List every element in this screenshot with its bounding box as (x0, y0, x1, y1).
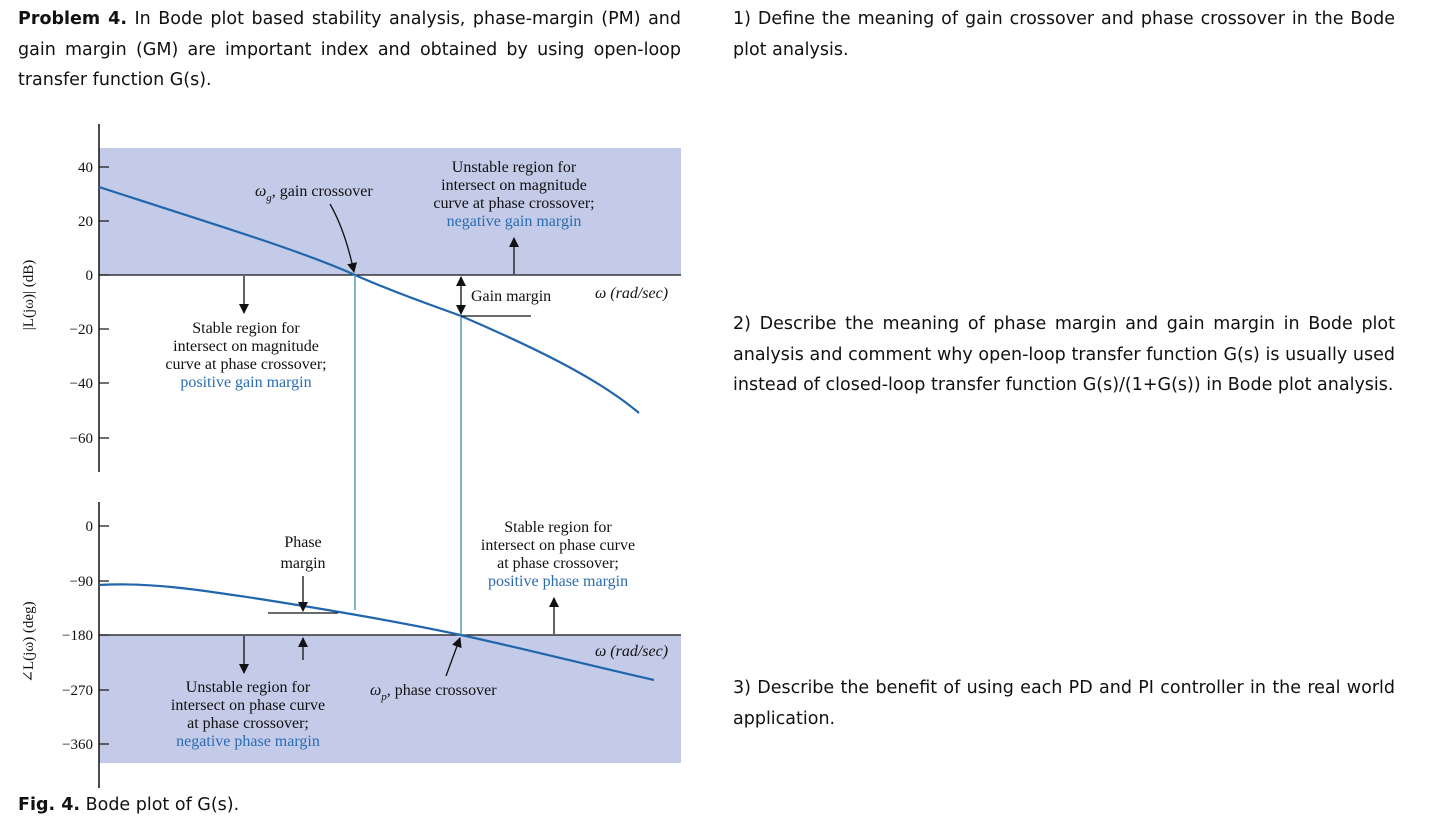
question-3: 3) Describe the benefit of using each PD and PI controller in the real world application. (733, 678, 1395, 729)
phase-margin-label (280, 534, 325, 572)
mag-axis-label: |L(jω)| (dB) (21, 259, 37, 331)
question-1: 1) Define the meaning of gain crossover and phase crossover in the Bode plot analysis. (733, 9, 1395, 60)
question-2: 2) Describe the meaning of phase margin and gain margin in Bode plot analysis and comment why open-loop transfer function G(s) is usually used instead of closed-loop transfer function G(s)/(1+G(s)) in Bode plot analysis. (733, 314, 1395, 395)
figure-caption (18, 792, 239, 818)
svg-text:negative phase margin: negative phase margin (176, 733, 320, 750)
phase-tick-neg360: −360 (62, 737, 93, 753)
problem-text: In Bode plot based stability analysis, phase-margin (PM) and gain margin (GM) are important index and obtained by using open-loop transfer function G(s). (18, 9, 682, 90)
phase-tick-neg180: −180 (62, 628, 93, 644)
bode-plot-figure (0, 110, 690, 790)
svg-text:intersect on magnitude: intersect on magnitude (173, 338, 319, 355)
svg-text:intersect on phase curve: intersect on phase curve (480, 537, 636, 554)
phase-tick-neg270: −270 (62, 683, 93, 699)
svg-text:negative gain margin: negative gain margin (446, 213, 582, 230)
gain-crossover-label: $\omega_g$, gain crossover (255, 183, 373, 204)
phase-axis-label: ∠L(jω) (deg) (21, 601, 37, 683)
caption-label: Fig. 4. (18, 795, 81, 815)
mag-tick-20: 20 (78, 214, 93, 230)
svg-text:Stable region for: Stable region for (192, 320, 300, 337)
svg-text:Stable region for: Stable region for (504, 519, 612, 536)
svg-text:at phase crossover;: at phase crossover; (497, 555, 619, 572)
gain-margin-label: Gain margin (471, 288, 552, 305)
problem-label: Problem 4. (18, 9, 127, 29)
unstable-phase-annotation (171, 679, 325, 750)
unstable-mag-annotation (433, 159, 594, 230)
svg-text:curve at phase crossover;: curve at phase crossover; (433, 195, 595, 212)
caption-text: Bode plot of G(s). (80, 795, 240, 815)
mag-tick-40: 40 (78, 160, 93, 176)
mag-tick-0: 0 (85, 268, 93, 284)
mag-tick-neg40: −40 (69, 376, 93, 392)
svg-text:intersect on phase curve: intersect on phase curve (170, 697, 326, 714)
svg-text:Unstable region for: Unstable region for (185, 679, 311, 696)
svg-text:margin: margin (280, 555, 326, 572)
phase-crossover-label: $\omega_p$, phase crossover (370, 682, 497, 703)
stable-mag-annotation (165, 320, 326, 391)
omega-label-mag: ω (rad/sec) (595, 285, 669, 302)
stable-phase-annotation (481, 519, 635, 590)
problem-statement (18, 4, 681, 96)
phase-tick-0: 0 (85, 519, 93, 535)
omega-label-phase: ω (rad/sec) (595, 643, 669, 660)
svg-text:Phase: Phase (284, 534, 322, 551)
svg-text:Unstable region for: Unstable region for (451, 159, 577, 176)
svg-text:positive phase margin: positive phase margin (487, 573, 629, 590)
mag-tick-neg20: −20 (69, 322, 93, 338)
svg-text:intersect on magnitude: intersect on magnitude (441, 177, 587, 194)
svg-text:positive gain margin: positive gain margin (180, 374, 312, 391)
phase-tick-neg90: −90 (69, 574, 93, 590)
svg-text:curve at phase crossover;: curve at phase crossover; (165, 356, 327, 373)
mag-tick-neg60: −60 (69, 431, 93, 447)
svg-text:at phase crossover;: at phase crossover; (187, 715, 309, 732)
